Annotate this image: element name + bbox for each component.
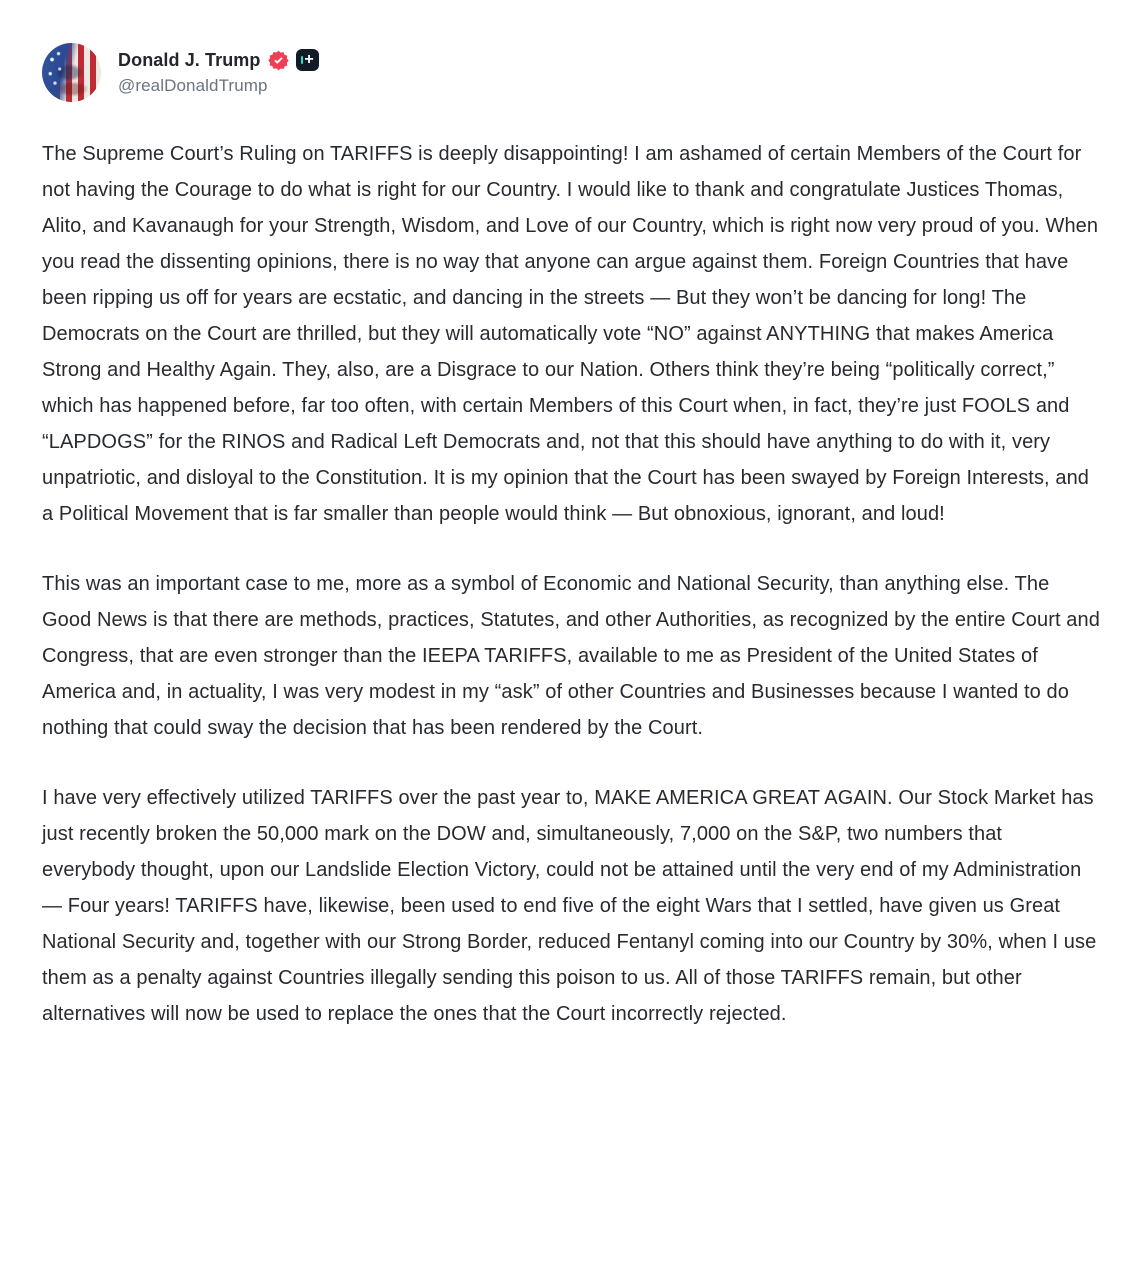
post-header <box>42 43 1100 102</box>
user-identity <box>118 49 319 96</box>
truth-plus-badge-icon <box>296 49 319 71</box>
truth-plus-glyph: + <box>304 51 314 68</box>
avatar[interactable] <box>42 43 101 102</box>
display-name[interactable]: Donald J. Trump <box>118 49 261 70</box>
post-body <box>42 136 1100 1032</box>
post-paragraph-2: This was an important case to me, more as a symbol of Economic and National Security, than anything else. The Good News is that there are methods, practices, Statutes, and other Authorities, as recognized by the entire Court and Congress, that are even stronger than the IEEPA TARIFFS, available to me as President of the United States of America and, in actuality, I was very modest in my “ask” of other Countries and Businesses because I wanted to do nothing that could sway the decision that has been rendered by the Court. <box>42 573 1100 739</box>
post-paragraph-3: I have very effectively utilized TARIFFS over the past year to, MAKE AMERICA GREAT AGAIN. Our Stock Market has just recently broken the 50,000 mark on the DOW and, simultaneously, 7,000 on the S&P, two numbers that everybody thought, upon our Landslide Election Victory, could not be attained until the very end of my Administration — Four years! TARIFFS have, likewise, been used to end five of the eight Wars that I settled, have given us Great National Security and, together with our Strong Border, reduced Fentanyl coming into our Country by 30%, when I use them as a penalty against Countries illegally sending this poison to us. All of those TARIFFS remain, but other alternatives will now be used to replace the ones that the Court incorrectly rejected. <box>42 787 1097 1025</box>
name-row <box>118 49 319 71</box>
verified-badge-icon <box>268 50 289 71</box>
post-paragraph-1: The Supreme Court’s Ruling on TARIFFS is deeply disappointing! I am ashamed of certain Members of the Court for not having the Courage to do what is right for our Country. I would like to thank and congratulate Justices Thomas, Alito, and Kavanaugh for your Strength, Wisdom, and Love of our Country, which is right now very proud of you. When you read the dissenting opinions, there is no way that anyone can argue against them. Foreign Countries that have been ripping us off for years are ecstatic, and dancing in the streets — But they won’t be dancing for long! The Democrats on the Court are thrilled, but they will automatically vote “NO” against ANYTHING that makes America Strong and Healthy Again. They, also, are a Disgrace to our Nation. Others think they’re being “politically correct,” which has happened before, far too often, with certain Members of this Court when, in fact, they’re just FOOLS and “LAPDOGS” for the RINOS and Radical Left Democrats and, not that this should have anything to do with it, very unpatriotic, and disloyal to the Constitution. It is my opinion that the Court has been swayed by Foreign Interests, and a Political Movement that is far smaller than people would think — But obnoxious, ignorant, and loud! <box>42 143 1099 525</box>
user-handle[interactable]: @realDonaldTrump <box>118 76 268 95</box>
truth-plus-accent-bar <box>301 56 304 64</box>
